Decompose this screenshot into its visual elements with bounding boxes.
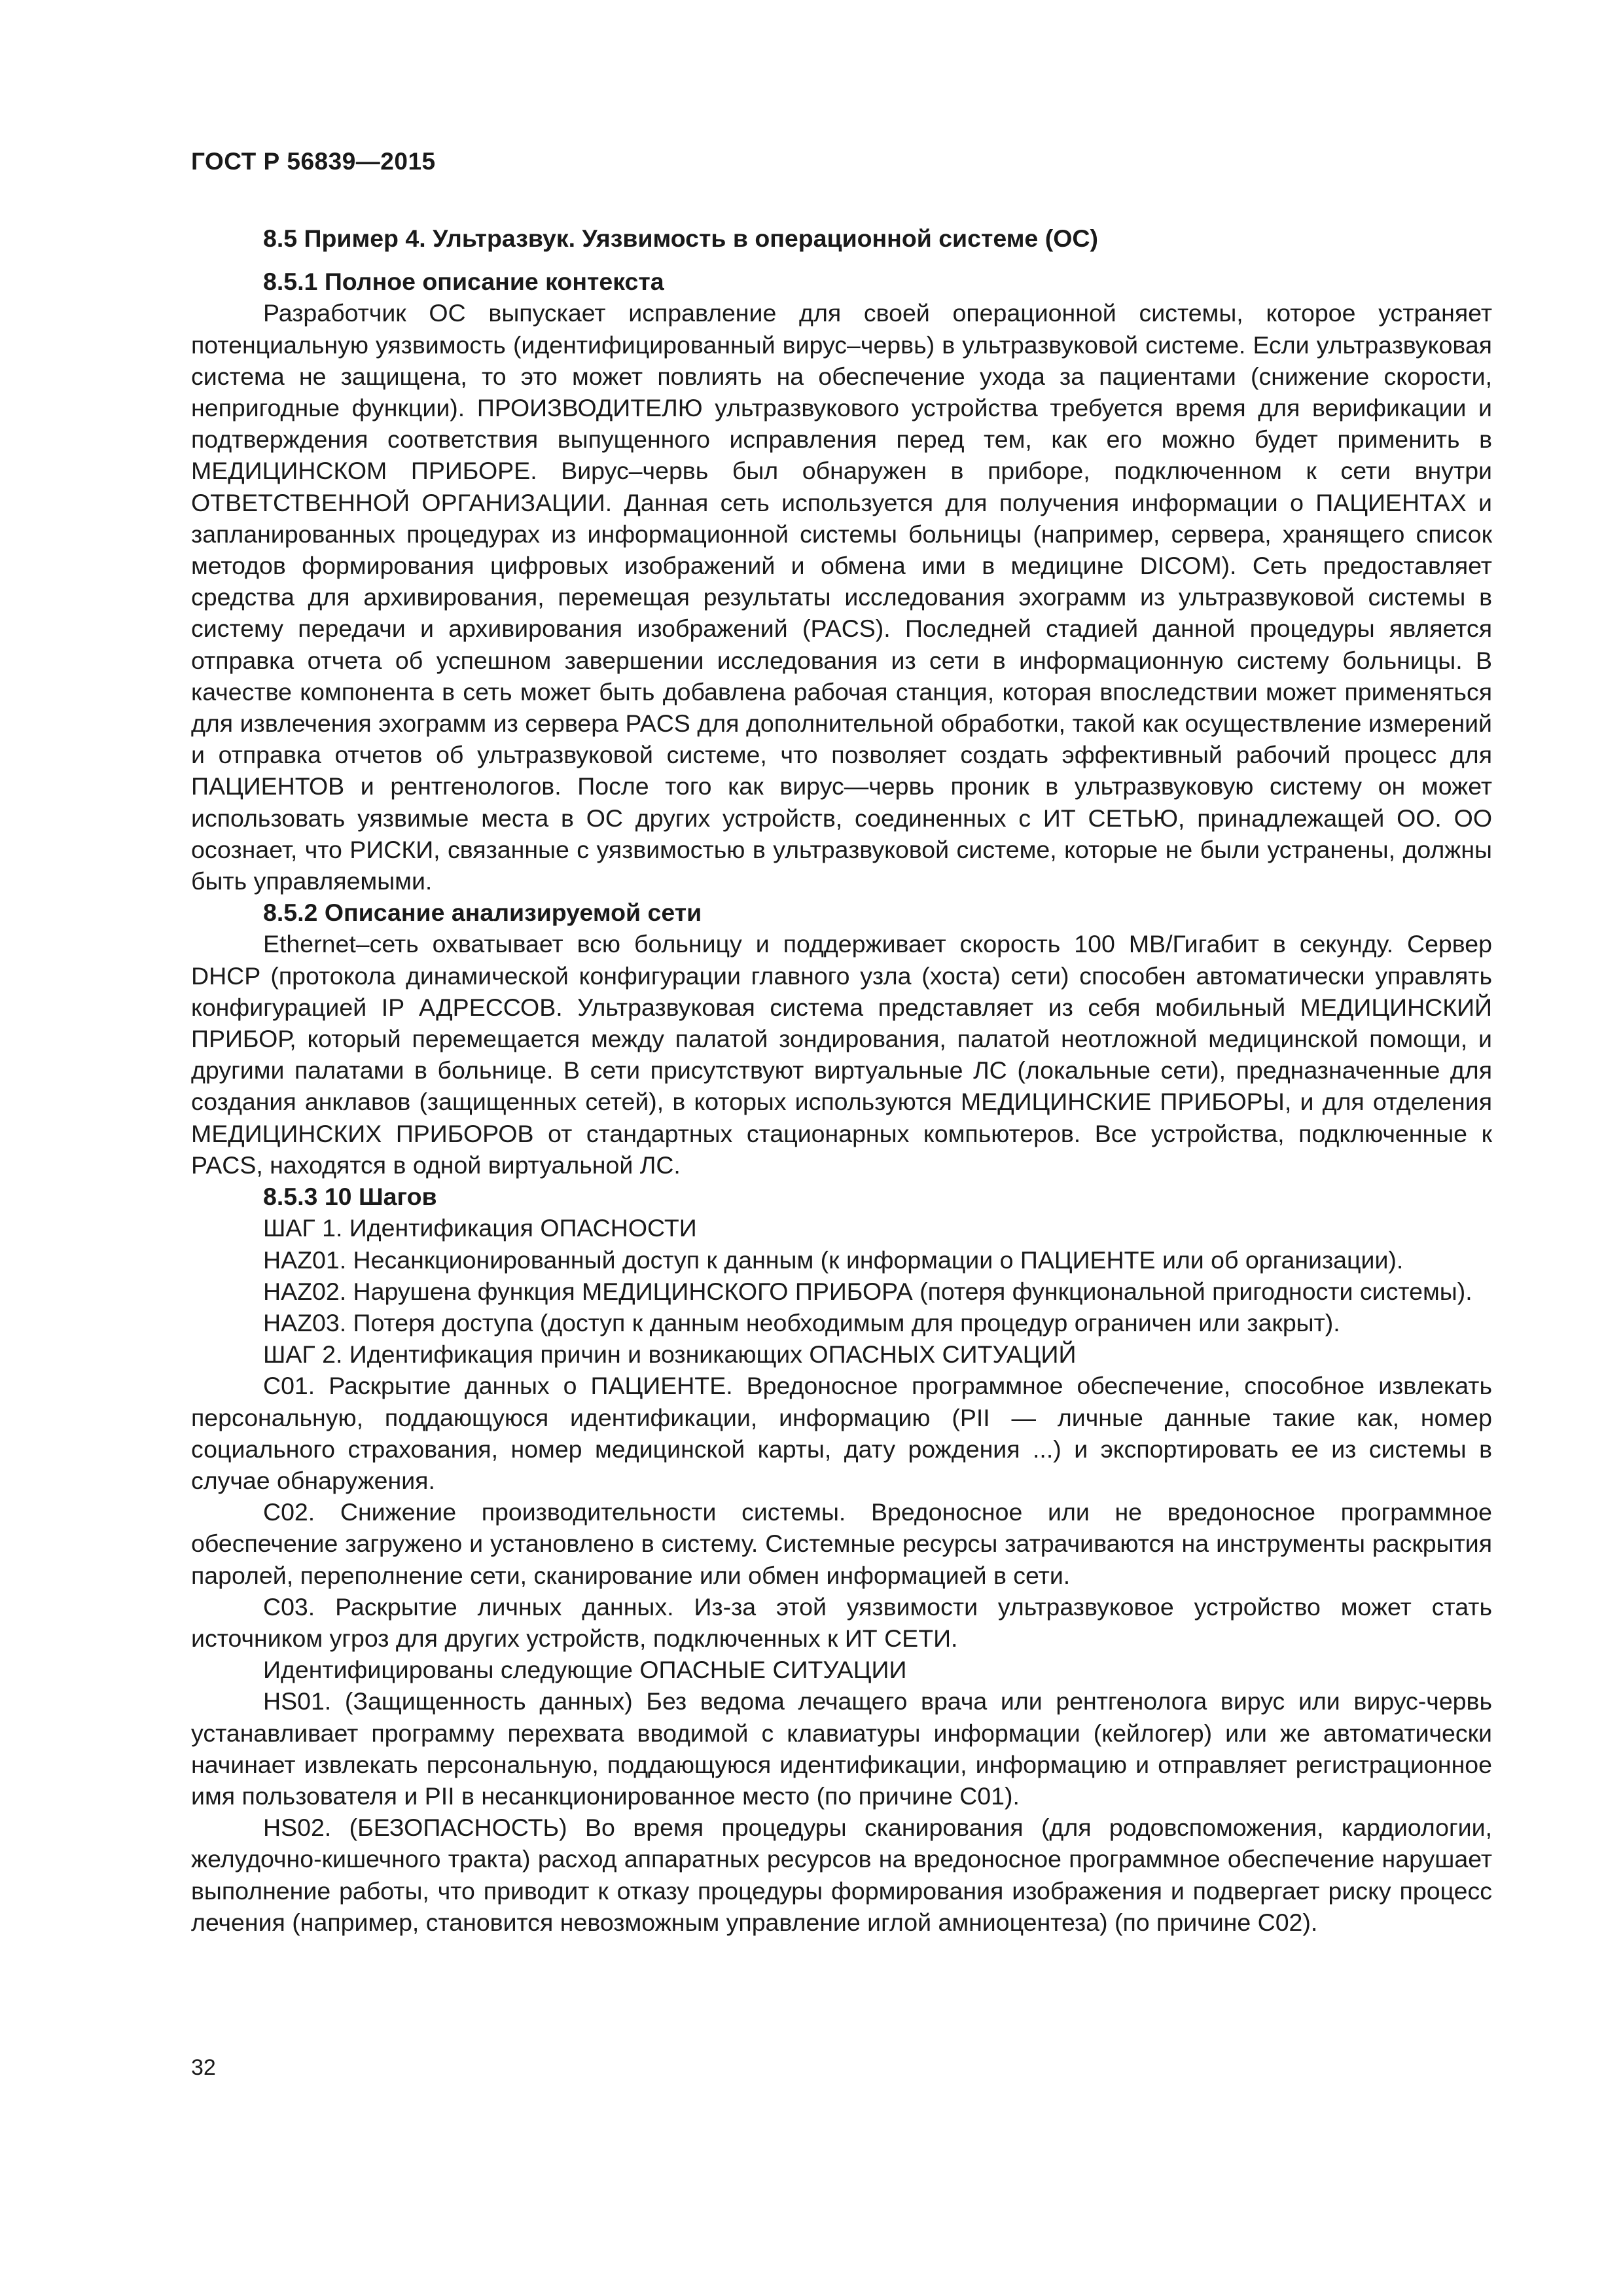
document-header: ГОСТ Р 56839—2015 — [191, 148, 436, 175]
subsection-heading-steps: 8.5.3 10 Шагов — [263, 1183, 437, 1211]
subsection-heading-context: 8.5.1 Полное описание контекста — [263, 268, 664, 296]
step-1-heading: ШАГ 1. Идентификация ОПАСНОСТИ — [263, 1214, 697, 1242]
section-title: 8.5 Пример 4. Ультразвук. Уязвимость в операционной системе (ОС) — [263, 224, 1098, 252]
cause-c03: С03. Раскрытие личных данных. Из-за этой уязвимости ультразвуковое устройство может стать источником угроз для других устройств, подключенных к ИТ СЕТИ. — [191, 1592, 1492, 1652]
hazardous-situation-hs01: HS01. (Защищенность данных) Без ведома лечащего врача или рентгенолога вирус или вирус-червь устанавливает программу перехвата вводимой с клавиатуры информации (кейлогер) или же автоматически начинает извлекать персональную, поддающуюся идентификации, информацию и отправляет регистрационное имя пользователя и PII в несанкционированное место (по причине С01). — [191, 1687, 1492, 1810]
identified-situations-heading: Идентифицированы следующие ОПАСНЫЕ СИТУАЦИИ — [263, 1656, 907, 1684]
hazard-haz01: HAZ01. Несанкционированный доступ к данным (к информации о ПАЦИЕНТЕ или об организации). — [263, 1246, 1404, 1274]
cause-c01: С01. Раскрытие данных о ПАЦИЕНТЕ. Вредоносное программное обеспечение, способное извлекать персональную, поддающуюся идентификации, информацию (PII — личные данные такие как, номер социального страхования, номер медицинской карты, дату рождения ...) и экспортировать ее из системы в случае обнаружения. — [191, 1372, 1492, 1494]
subsection-heading-network: 8.5.2 Описание анализируемой сети — [263, 899, 702, 927]
paragraph-context: Разработчик ОС выпускает исправление для своей операционной системы, которое устраняет потенциальную уязвимость (идентифицированный вирус–червь) в ультразвуковой системе. Если ультразвуковая система не защищена, то это может повлиять на обеспечение ухода за пациентами (снижение скорости, непригодные функции). ПРОИЗВОДИТЕЛЮ ультразвукового устройства требуется время для верификации и подтверждения соответствия выпущенного исправления перед тем, как его можно будет применить в МЕДИЦИНСКОМ ПРИБОРЕ. Вирус–червь был обнаружен в приборе, подключенном к сети внутри ОТВЕТСТВЕННОЙ ОРГАНИЗАЦИИ. Данная сеть используется для получения информации о ПАЦИЕНТАХ и запланированных процедурах из информационной системы больницы (например, сервера, хранящего список методов формирования цифровых изображений и обмена ими в медицине DICOM). Сеть предоставляет средства для архивирования, перемещая результаты исследования эхограмм из ультразвуковой системы в систему передачи и архивирования изображений (PACS). Последней стадией данной процедуры является отправка отчета об успешном завершении исследования из сети в информационную систему больницы. В качестве компонента в сеть может быть добавлена рабочая станция, которая впоследствии может применяться для извлечения эхограмм из сервера PACS для дополнительной обработки, такой как осуществление измерений и отправка отчетов об ультразвуковой системе, что позволяет создать эффективный рабочий процесс для ПАЦИЕНТОВ и рентгенологов. После того как вирус—червь проник в ультразвуковую систему он может использовать уязвимые места в ОС других устройств, соединенных с ИТ СЕТЬЮ, принадлежащей ОО. ОО осознает, что РИСКИ, связанные с уязвимостью в ультразвуковой системе, которые не были устранены, должны быть управляемыми. — [191, 299, 1492, 895]
hazard-haz02: HAZ02. Нарушена функция МЕДИЦИНСКОГО ПРИБОРА (потеря функциональной пригодности системы). — [263, 1277, 1472, 1305]
paragraph-network: Ethernet–сеть охватывает всю больницу и поддерживает скорость 100 МВ/Гигабит в секунду. Сервер DHCP (протокола динамической конфигурации главного узла (хоста) сети) способен автоматически управлять конфигурацией IP АДРЕССОВ. Ультразвуковая система представляет из себя мобильный МЕДИЦИНСКИЙ ПРИБОР, который перемещается между палатой зондирования, палатой неотложной медицинской помощи, и другими палатами в больнице. В сети присутствуют виртуальные ЛС (локальные сети), предназначенные для создания анклавов (защищенных сетей), в которых используются МЕДИЦИНСКИЕ ПРИБОРЫ, и для отделения МЕДИЦИНСКИХ ПРИБОРОВ от стандартных стационарных компьютеров. Все устройства, подключенные к PACS, находятся в одной виртуальной ЛС. — [191, 930, 1492, 1179]
cause-c02: С02. Снижение производительности системы. Вредоносное или не вредоносное программное обеспечение загружено и установлено в систему. Системные ресурсы затрачиваются на инструменты раскрытия паролей, переполнение сети, сканирование или обмен информацией в сети. — [191, 1498, 1492, 1589]
page-number: 32 — [191, 2055, 216, 2080]
hazard-haz03: HAZ03. Потеря доступа (доступ к данным необходимым для процедур ограничен или закрыт). — [263, 1308, 1340, 1336]
document-body — [191, 223, 1492, 1938]
hazardous-situation-hs02: HS02. (БЕЗОПАСНОСТЬ) Во время процедуры сканирования (для родовспоможения, кардиологии, желудочно-кишечного тракта) расход аппаратных ресурсов на вредоносное программное обеспечение нарушает выполнение работы, что приводит к отказу процедуры формирования изображения и подвергает риску процесс лечения (например, становится невозможным управление иглой амниоцентеза) (по причине С02). — [191, 1814, 1492, 1936]
step-2-heading: ШАГ 2. Идентификация причин и возникающих ОПАСНЫХ СИТУАЦИЙ — [263, 1340, 1077, 1369]
